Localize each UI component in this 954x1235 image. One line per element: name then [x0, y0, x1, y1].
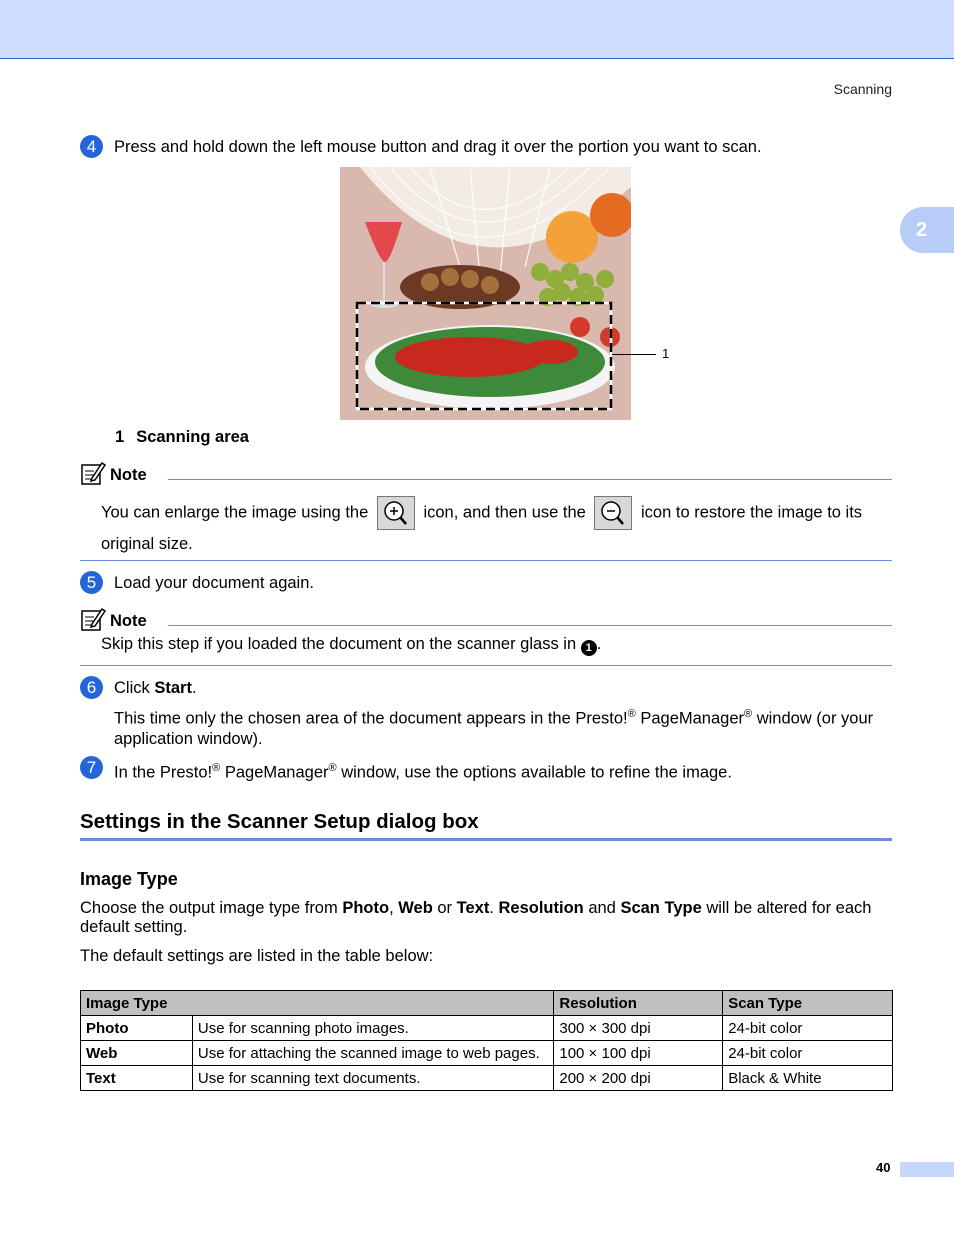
table-cell: 200 × 200 dpi	[554, 1066, 723, 1091]
note-heading	[80, 460, 892, 488]
note-end-rule	[80, 560, 892, 561]
photo-illustration	[340, 167, 631, 420]
step-reference-badge: 1	[581, 640, 597, 656]
note-pencil-icon	[80, 460, 106, 486]
para-text: .	[489, 899, 499, 917]
note-text: .	[596, 635, 602, 653]
table-cell: Use for scanning text documents.	[192, 1066, 553, 1091]
step-text-part: window (or your application window).	[114, 709, 874, 748]
default-settings-table	[80, 990, 893, 1091]
scanned-photo[interactable]	[340, 167, 631, 420]
step-4	[80, 135, 892, 157]
step-text-part: PageManager	[635, 709, 744, 728]
subsection-title: Image Type	[80, 869, 178, 889]
running-title: Scanning	[833, 81, 892, 97]
note-text: You can enlarge the image using the	[101, 503, 369, 522]
table-cell: 24-bit color	[723, 1041, 893, 1066]
note-rule	[168, 479, 892, 480]
table-cell: Use for attaching the scanned image to web pages.	[192, 1041, 553, 1066]
para-text: Choose the output image type from	[80, 899, 343, 917]
table-cell: 100 × 100 dpi	[554, 1041, 723, 1066]
note-rule	[168, 625, 892, 626]
page-number: 40	[876, 1160, 891, 1175]
step-text: Press and hold down the left mouse button and drag it over the portion you want to scan.	[114, 138, 762, 156]
zoom-out-icon[interactable]	[594, 496, 632, 530]
note-label: Note	[110, 466, 147, 484]
step-detail	[114, 704, 892, 749]
registered-mark: ®	[744, 708, 753, 720]
callout-number: 1	[662, 346, 670, 361]
step-text-part: In the Presto!	[114, 763, 213, 782]
table-cell: Use for scanning photo images.	[192, 1016, 553, 1041]
paragraph-table-intro: The default settings are listed in the table below:	[80, 947, 434, 965]
table-row	[81, 1016, 893, 1041]
zoom-out-glyph	[595, 497, 631, 529]
table-row	[81, 1041, 893, 1066]
registered-mark: ®	[212, 762, 221, 774]
note-heading	[80, 606, 892, 634]
para-text: ,	[389, 899, 399, 917]
step-text-part: This time only the chosen area of the document appears in the Presto!	[114, 709, 628, 728]
note-text: Skip this step if you loaded the document on the scanner glass in	[101, 635, 577, 653]
caption-text: Scanning area	[136, 428, 249, 446]
term-text: Text	[456, 899, 490, 917]
step-5	[80, 571, 892, 593]
section-rule	[80, 838, 892, 841]
note-text: icon, and then use the	[423, 503, 586, 522]
paragraph-image-type	[80, 899, 892, 937]
step-number-badge: 7	[80, 756, 103, 779]
step-number-badge: 6	[80, 676, 103, 699]
zoom-in-icon[interactable]	[377, 496, 415, 530]
table-cell: 300 × 300 dpi	[554, 1016, 723, 1041]
table-cell: Web	[81, 1041, 193, 1066]
start-label: Start	[154, 679, 192, 697]
column-header: Scan Type	[723, 991, 893, 1016]
para-text: and	[583, 899, 621, 917]
header-band	[0, 0, 954, 59]
term-scan-type: Scan Type	[620, 899, 702, 917]
note-end-rule	[80, 665, 892, 666]
section-title: Settings in the Scanner Setup dialog box	[80, 810, 479, 833]
note-body	[101, 632, 892, 656]
step-text-part: window, use the options available to refine the image.	[336, 763, 732, 782]
term-web: Web	[398, 899, 433, 917]
step-number-badge: 4	[80, 135, 103, 158]
column-header: Image Type	[81, 991, 554, 1016]
callout-line	[612, 354, 656, 355]
para-text: or	[432, 899, 457, 917]
step-text	[114, 676, 892, 698]
figure-caption	[115, 428, 249, 447]
table-cell: Photo	[81, 1016, 193, 1041]
step-6	[80, 676, 892, 749]
step-text: Load your document again.	[114, 574, 314, 592]
table-cell: Black & White	[723, 1066, 893, 1091]
step-text	[114, 756, 892, 783]
note-pencil-icon	[80, 606, 106, 632]
table-cell: Text	[81, 1066, 193, 1091]
step-text-part: Click	[114, 679, 155, 697]
para-text: will be altered for each default setting.	[80, 899, 872, 936]
registered-mark: ®	[328, 762, 337, 774]
table-row	[81, 1066, 893, 1091]
table-header-row	[81, 991, 893, 1016]
column-header: Resolution	[554, 991, 723, 1016]
zoom-in-glyph	[378, 497, 414, 529]
step-number-badge: 5	[80, 571, 103, 594]
caption-number: 1	[115, 428, 125, 446]
footer-bar	[900, 1162, 954, 1177]
registered-mark: ®	[627, 708, 636, 720]
table-cell: 24-bit color	[723, 1016, 893, 1041]
note-body	[101, 496, 892, 559]
chapter-tab: 2	[900, 207, 954, 253]
term-resolution: Resolution	[498, 899, 584, 917]
note-text: icon to restore the image to its original size.	[101, 503, 863, 553]
note-label: Note	[110, 612, 147, 630]
step-text-part: PageManager	[220, 763, 329, 782]
step-7	[80, 756, 892, 783]
term-photo: Photo	[342, 899, 390, 917]
step-text-part: .	[191, 679, 197, 697]
